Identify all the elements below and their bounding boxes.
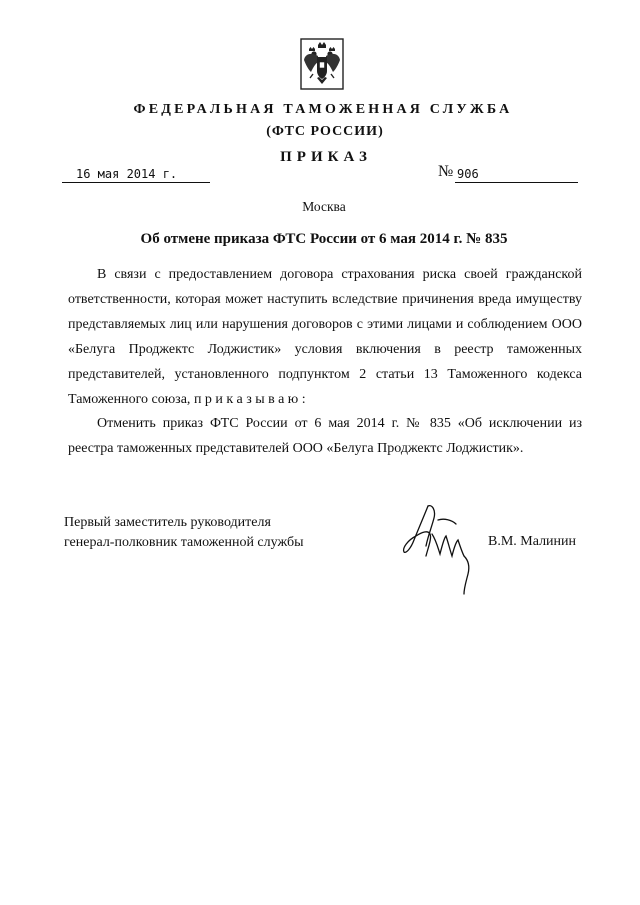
paragraph-order: Отменить приказ ФТС России от 6 мая 2014 г. № 835 «Об исключении из реестра таможенных представителей ООО «Белуга Проджектс Лоджистик». — [68, 416, 582, 456]
order-word: приказываю — [193, 392, 302, 407]
preamble-end: : — [301, 392, 306, 407]
date-field — [62, 166, 210, 183]
position-line-2: генерал-полковник таможенной службы — [64, 535, 304, 550]
paragraph-preamble — [68, 262, 582, 412]
number-sign: № — [438, 163, 454, 180]
agency-short-name: (ФТС РОССИИ) — [266, 124, 384, 139]
handwritten-signature-icon — [398, 498, 478, 596]
coat-of-arms-icon — [299, 38, 345, 90]
order-date: 16 мая 2014 г. — [76, 167, 178, 181]
position-line-1: Первый заместитель руководителя — [64, 515, 271, 530]
document-title: Об отмене приказа ФТС России от 6 мая 2014 г. № 835 — [140, 231, 508, 247]
document-type: ПРИКАЗ — [280, 149, 372, 165]
signatory-name: В.М. Малинин — [488, 534, 577, 549]
preamble-text: В связи с предоставлением договора страхования риска своей гражданской ответственности, которая может наступить вследствие причинения вреда имуществу представляемых лиц или нарушения договоров с этими лицами и соблюдением ООО «Белуга Проджектс Лоджистик» условия включения в реестр таможенных представителей, установленного подпунктом 2 статьи 13 Таможенного кодекса Таможенного союза, — [68, 267, 582, 407]
order-number: 906 — [457, 167, 479, 181]
city: Москва — [302, 199, 346, 214]
agency-name: ФЕДЕРАЛЬНАЯ ТАМОЖЕННАЯ СЛУЖБА — [133, 102, 513, 117]
signatory-position — [64, 513, 303, 553]
number-field — [455, 166, 578, 183]
